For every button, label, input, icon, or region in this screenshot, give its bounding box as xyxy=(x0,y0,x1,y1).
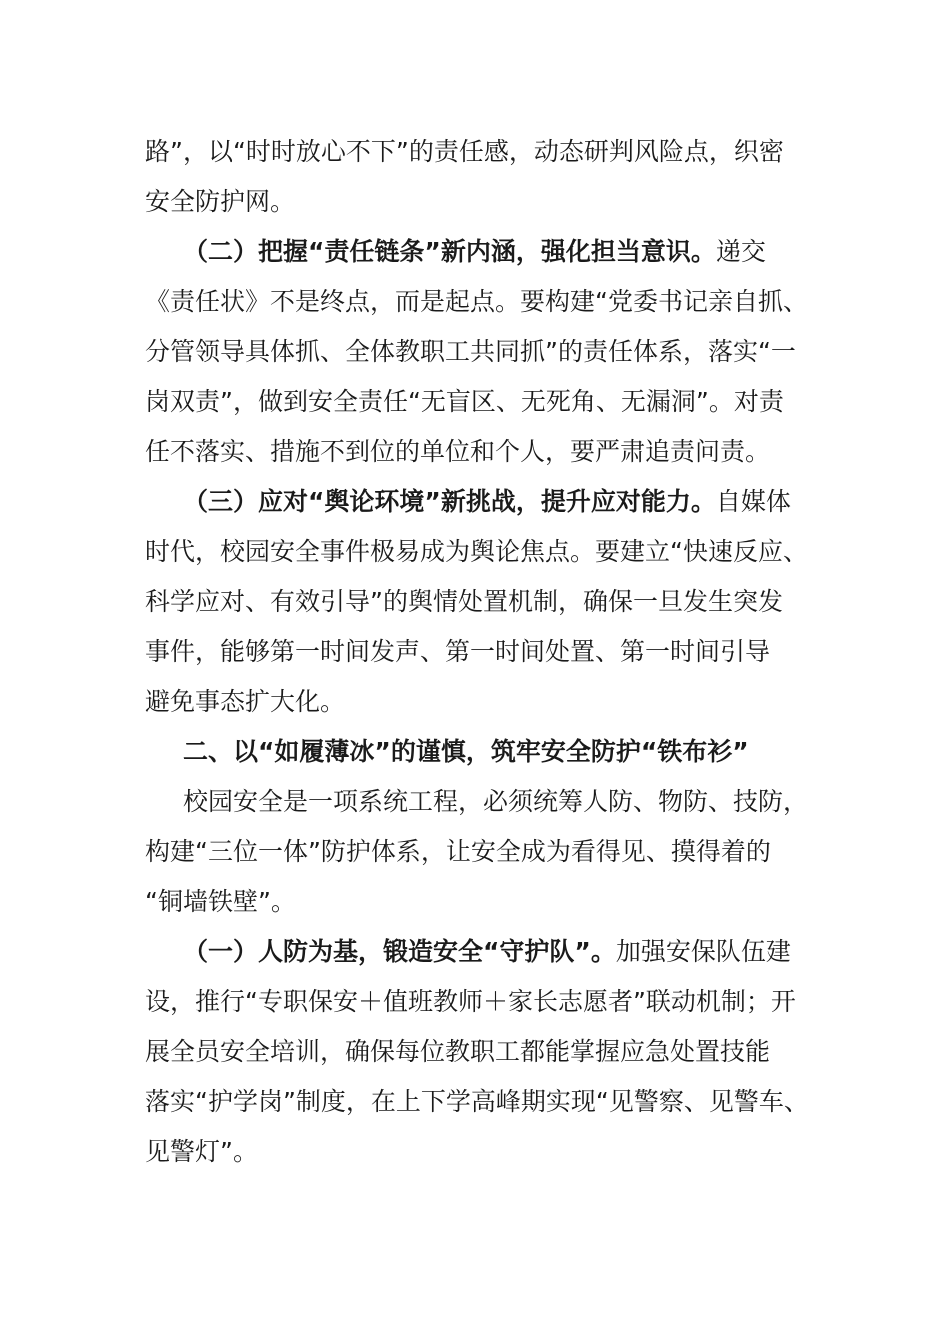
subsection-heading-line xyxy=(183,486,791,518)
subsection-heading: （一）人防为基，锻造安全“守护队”。 xyxy=(183,937,616,966)
paragraph-line: 岗双责”，做到安全责任“无盲区、无死角、无漏洞”。对责 xyxy=(145,387,784,416)
subsection-heading: （二）把握“责任链条”新内涵，强化担当意识。 xyxy=(183,237,716,266)
paragraph-line: 《责任状》不是终点，而是起点。要构建“党委书记亲自抓、 xyxy=(145,287,808,316)
paragraph-text: 加强安保队伍建 xyxy=(615,937,791,966)
paragraph-line: 展全员安全培训，确保每位教职工都能掌握应急处置技能 xyxy=(145,1037,771,1066)
paragraph-line: 落实“护学岗”制度，在上下学高峰期实现“见警察、见警车、 xyxy=(145,1087,809,1116)
paragraph-line: 构建“三位一体”防护体系，让安全成为看得见、摸得着的 xyxy=(145,837,771,866)
paragraph-line: 事件，能够第一时间发声、第一时间处置、第一时间引导 xyxy=(145,637,771,666)
paragraph-line: 任不落实、措施不到位的单位和个人，要严肃追责问责。 xyxy=(145,437,771,466)
paragraph-text: 递交 xyxy=(715,237,766,266)
paragraph-line: 校园安全是一项系统工程，必须统筹人防、物防、技防， xyxy=(183,787,809,816)
paragraph-line: 见警灯”。 xyxy=(145,1137,258,1166)
subsection-heading: （三）应对“舆论环境”新挑战，提升应对能力。 xyxy=(183,487,716,516)
paragraph-text: 自媒体 xyxy=(715,487,791,516)
paragraph-line: 路”，以“时时放心不下”的责任感，动态研判风险点，织密 xyxy=(145,137,784,166)
paragraph-line: “铜墙铁壁”。 xyxy=(145,887,296,916)
paragraph-line: 设，推行“专职保安＋值班教师＋家长志愿者”联动机制；开 xyxy=(145,987,796,1016)
paragraph-line: 时代，校园安全事件极易成为舆论焦点。要建立“快速反应、 xyxy=(145,537,808,566)
paragraph-line: 科学应对、有效引导”的舆情处置机制，确保一旦发生突发 xyxy=(145,587,783,616)
subsection-heading-line xyxy=(183,236,766,268)
subsection-heading-line xyxy=(183,936,791,968)
paragraph-line: 避免事态扩大化。 xyxy=(145,687,346,716)
paragraph-line: 安全防护网。 xyxy=(145,187,296,216)
paragraph-line: 分管领导具体抓、全体教职工共同抓”的责任体系，落实“一 xyxy=(145,337,796,366)
section-heading: 二、以“如履薄冰”的谨慎，筑牢安全防护“铁布衫” xyxy=(183,737,749,766)
